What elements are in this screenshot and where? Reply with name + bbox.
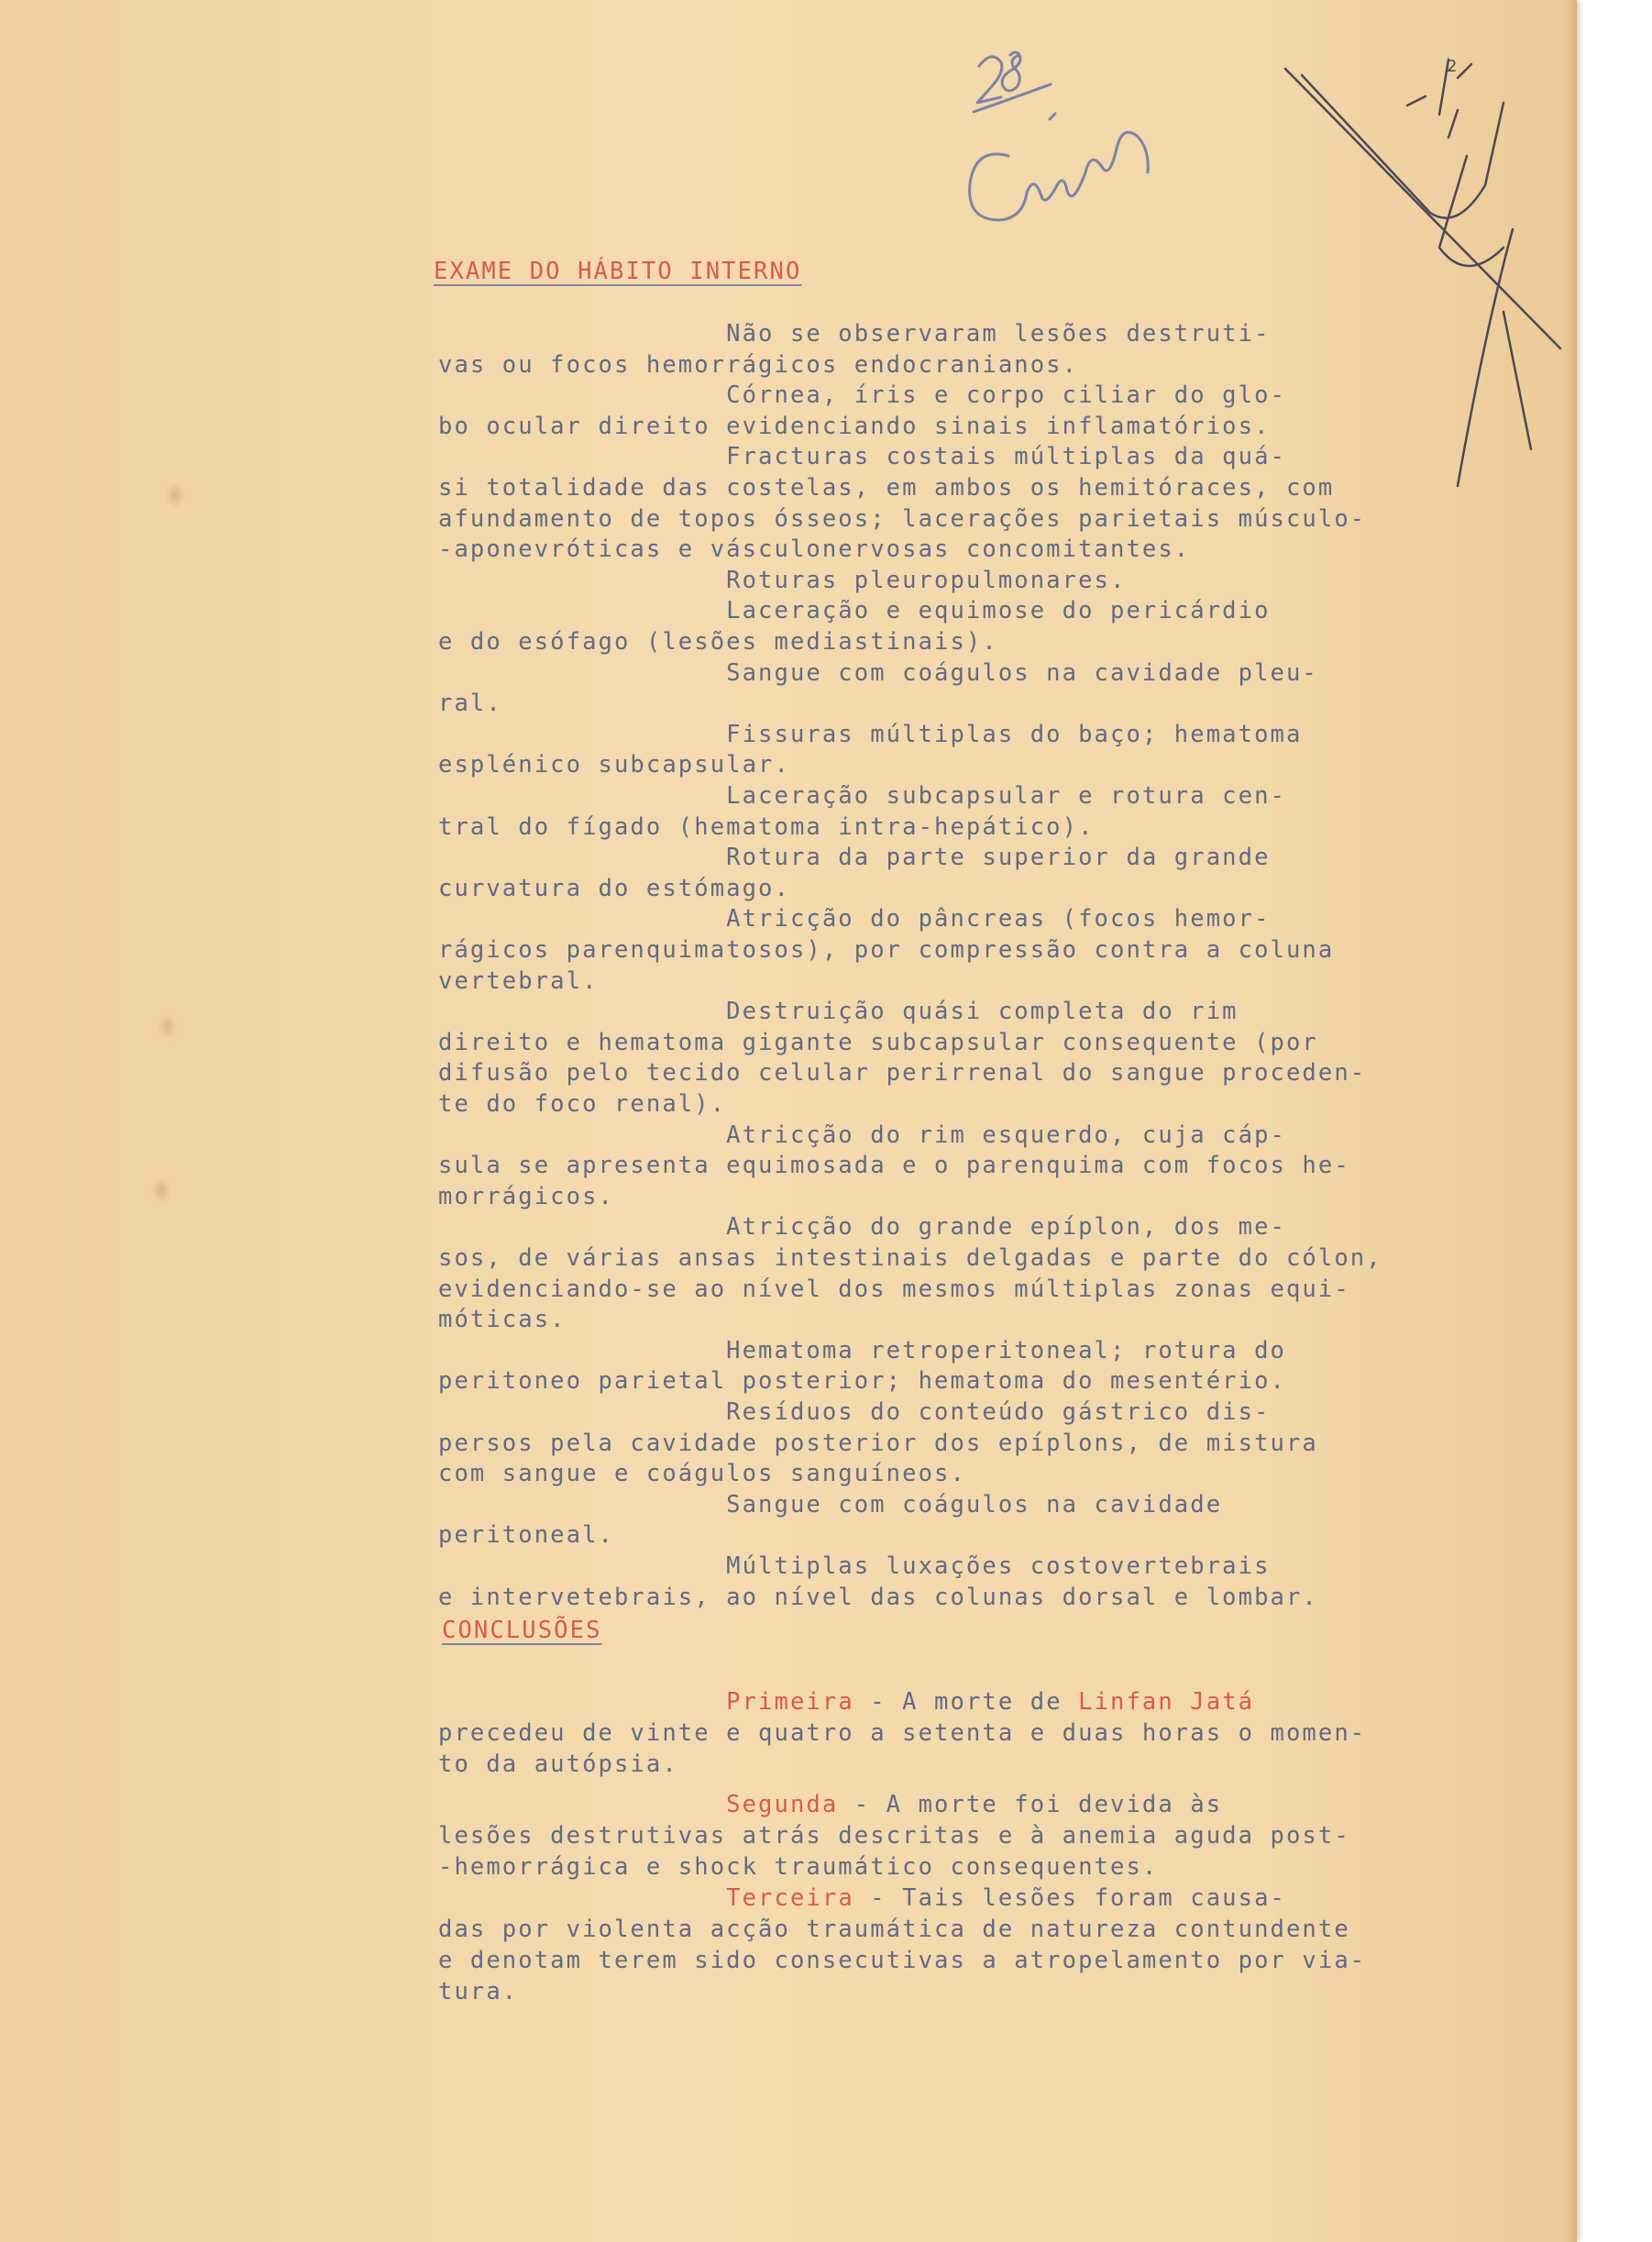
conclusion-label: Segunda [726,1791,839,1818]
section-heading-conclusions: CONCLUSÕES [442,1617,602,1644]
text-line: Destruição quási completa do rim [438,998,1239,1025]
conclusion-line: Terceira - Tais lesões foram causa- [726,1884,1286,1912]
text-line: tral do fígado (hematoma intra-hepático). [438,813,1095,841]
text-line: afundamento de topos ósseos; lacerações parietais músculo- [438,505,1367,533]
text-line: Não se observaram lesões destruti- [438,320,1271,348]
text-line: rágicos parenquimatosos), por compressão contra a coluna [438,936,1335,964]
text-line: Roturas pleuropulmonares. [438,567,1127,594]
punch-mark [158,1013,178,1041]
text-line: curvatura do estómago. [438,875,790,902]
text-line: e do esófago (lesões mediastinais). [438,628,998,656]
text-line: difusão pelo tecido celular perirrenal do sangue proceden- [438,1059,1367,1087]
conclusion-line: tura. [438,1978,519,2005]
text-line: Laceração e equimose do pericárdio [438,597,1271,624]
text-line: -aponevróticas e vásculonervosas concomitantes. [438,536,1191,563]
text-line: direito e hematoma gigante subcapsular consequente (por [438,1029,1318,1056]
conclusion-label: Primeira [726,1688,854,1716]
conclusion-line: lesões destrutivas atrás descritas e à anemia aguda post- [438,1822,1350,1850]
punch-mark [151,1176,171,1204]
text-line: Atricção do rim esquerdo, cuja cáp- [438,1121,1286,1149]
conclusion-line: precedeu de vinte e quatro a setenta e duas horas o momen- [438,1719,1367,1747]
text-line: Atricção do grande epíplon, dos me- [438,1213,1286,1241]
svg-text:2: 2 [1447,57,1458,76]
text-line: Atricção do pâncreas (focos hemor- [438,905,1271,933]
conclusion-line: -hemorrágica e shock traumático consequentes. [438,1853,1159,1881]
text-line: ral. [438,690,502,717]
conclusion-label: Terceira [726,1884,854,1912]
text-line: e intervetebrais, ao nível das colunas dorsal e lombar. [438,1584,1318,1611]
text-line: móticas. [438,1306,567,1333]
text-line: Hematoma retroperitoneal; rotura do [438,1337,1286,1364]
text-line: Sangue com coágulos na cavidade pleu- [438,659,1318,687]
conclusion-line: Segunda - A morte foi devida às [726,1791,1223,1818]
text-line: com sangue e coágulos sanguíneos. [438,1460,966,1487]
conclusion-line: to da autópsia. [438,1751,678,1778]
text-line: bo ocular direito evidenciando sinais inflamatórios. [438,413,1271,440]
text-line: Sangue com coágulos na cavidade [438,1491,1223,1519]
section-heading-internal-exam: EXAME DO HÁBITO INTERNO [434,258,802,285]
deceased-name: Linfan Jatá [1078,1688,1255,1716]
text-line: peritoneal. [438,1521,614,1549]
text-line: peritoneo parietal posterior; hematoma do mesentério. [438,1367,1286,1395]
conclusion-line: Primeira - A morte de Linfan Jatá [726,1688,1255,1716]
handwritten-signature [970,132,1149,220]
handwritten-page-number [977,57,1002,103]
text-line: Resíduos do conteúdo gástrico dis- [438,1398,1271,1426]
text-line: vertebral. [438,967,599,995]
text-line: Córnea, íris e corpo ciliar do glo- [438,381,1286,409]
text-line: esplénico subcapsular. [438,751,790,779]
text-line: Laceração subcapsular e rotura cen- [438,782,1286,810]
text-line: persos pela cavidade posterior dos epíplons, de mistura [438,1430,1318,1457]
text-line: Rotura da parte superior da grande [438,844,1271,871]
text-line: sos, de várias ansas intestinais delgadas e parte do cólon, [438,1244,1382,1272]
text-line: si totalidade das costelas, em ambos os hemitóraces, com [438,474,1335,502]
text-line: evidenciando-se ao nível dos mesmos múltiplas zonas equi- [438,1276,1350,1303]
text-line: sula se apresenta equimosada e o parenquima com focos he- [438,1152,1350,1179]
text-line: te do foco renal). [438,1090,727,1118]
text-line: Fissuras múltiplas do baço; hematoma [438,721,1303,748]
text-line: Fracturas costais múltiplas da quá- [438,443,1286,470]
text-line: vas ou focos hemorrágicos endocranianos. [438,351,1079,379]
conclusion-line: e denotam terem sido consecutivas a atropelamento por via- [438,1947,1367,1974]
text-line: morrágicos. [438,1183,614,1210]
text-line: Múltiplas luxações costovertebrais [438,1552,1271,1580]
conclusion-line: das por violenta acção traumática de natureza contundente [438,1916,1350,1943]
